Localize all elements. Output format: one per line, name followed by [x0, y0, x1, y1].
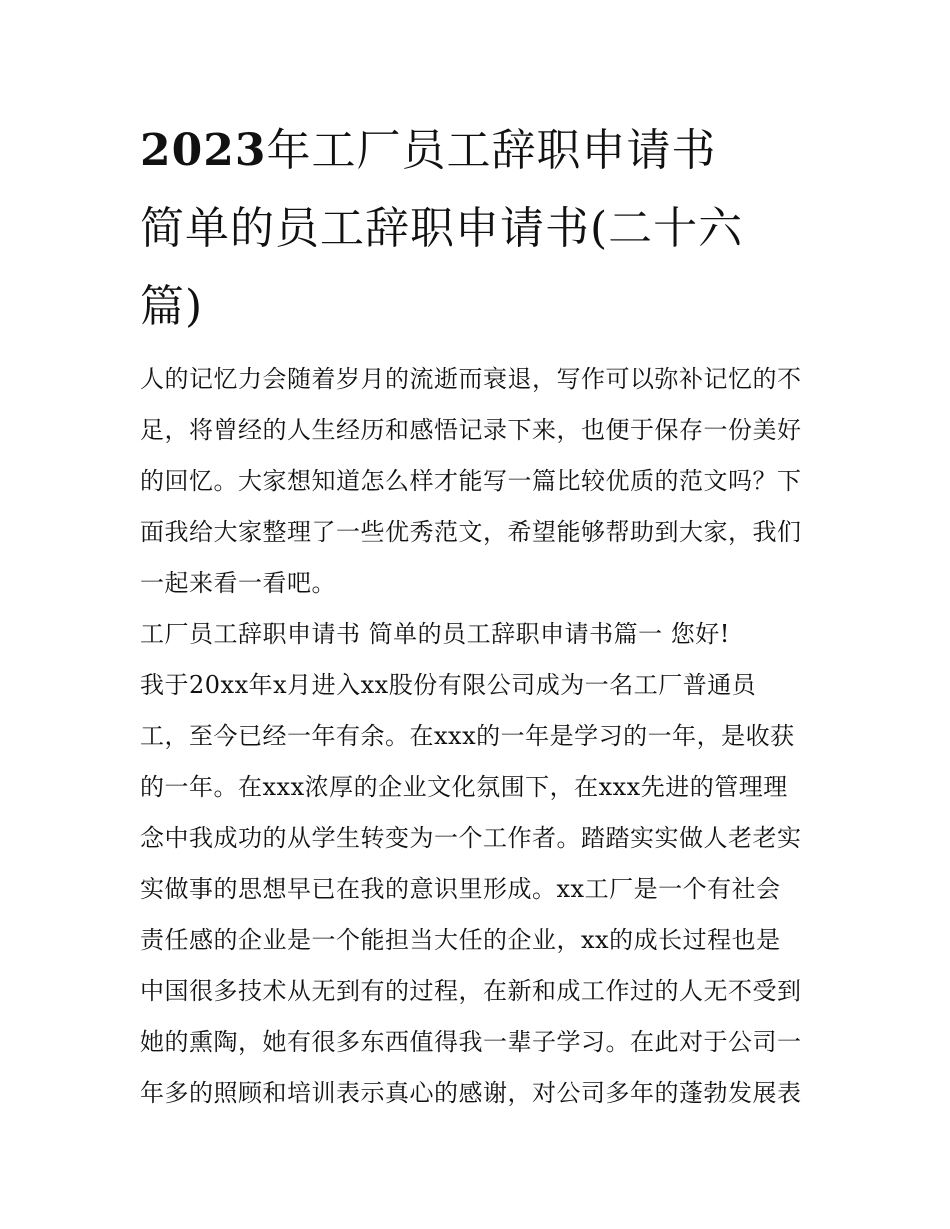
intro-line: 一起来看一看吧。 [140, 569, 336, 597]
body-line: 的一年。在xxx浓厚的企业文化氛围下，在xxx先进的管理理 [140, 773, 788, 801]
intro-line: 人的记忆力会随着岁月的流逝而衰退，写作可以弥补记忆的不 [140, 365, 802, 393]
body-line: 年多的照顾和培训表示真心的感谢，对公司多年的蓬勃发展表 [140, 1079, 802, 1107]
intro-paragraph [140, 354, 820, 609]
title-line-1-text: 年工厂员工辞职申请书 [266, 125, 717, 176]
body-line: 她的熏陶，她有很多东西值得我一辈子学习。在此对于公司一 [140, 1028, 802, 1056]
body-line: 工，至今已经一年有余。在xxx的一年是学习的一年，是收获 [140, 722, 795, 750]
body-paragraph [140, 660, 820, 1119]
body-line: 实做事的思想早已在我的意识里形成。xx工厂是一个有社会 [140, 875, 781, 903]
document-title [140, 112, 820, 346]
section-heading [140, 609, 820, 660]
intro-line: 面我给大家整理了一些优秀范文，希望能够帮助到大家，我们 [140, 518, 802, 546]
title-line-2: 简单的员工辞职申请书(二十六 [140, 203, 744, 254]
body-line: 责任感的企业是一个能担当大任的企业，xx的成长过程也是 [140, 926, 781, 954]
title-line-1 [140, 112, 820, 190]
title-year: 2023 [140, 125, 267, 176]
intro-line: 的回忆。大家想知道怎么样才能写一篇比较优质的范文吗？下 [140, 467, 802, 495]
body-line: 念中我成功的从学生转变为一个工作者。踏踏实实做人老老实 [140, 824, 802, 852]
section-heading-line: 工厂员工辞职申请书 简单的员工辞职申请书篇一 您好! [140, 620, 730, 648]
body-line: 我于20xx年x月进入xx股份有限公司成为一名工厂普通员 [140, 671, 757, 699]
intro-line: 足，将曾经的人生经历和感悟记录下来，也便于保存一份美好 [140, 416, 802, 444]
title-line-3: 篇) [140, 281, 204, 332]
body-line: 中国很多技术从无到有的过程，在新和成工作过的人无不受到 [140, 977, 802, 1005]
document-page [140, 112, 820, 1119]
